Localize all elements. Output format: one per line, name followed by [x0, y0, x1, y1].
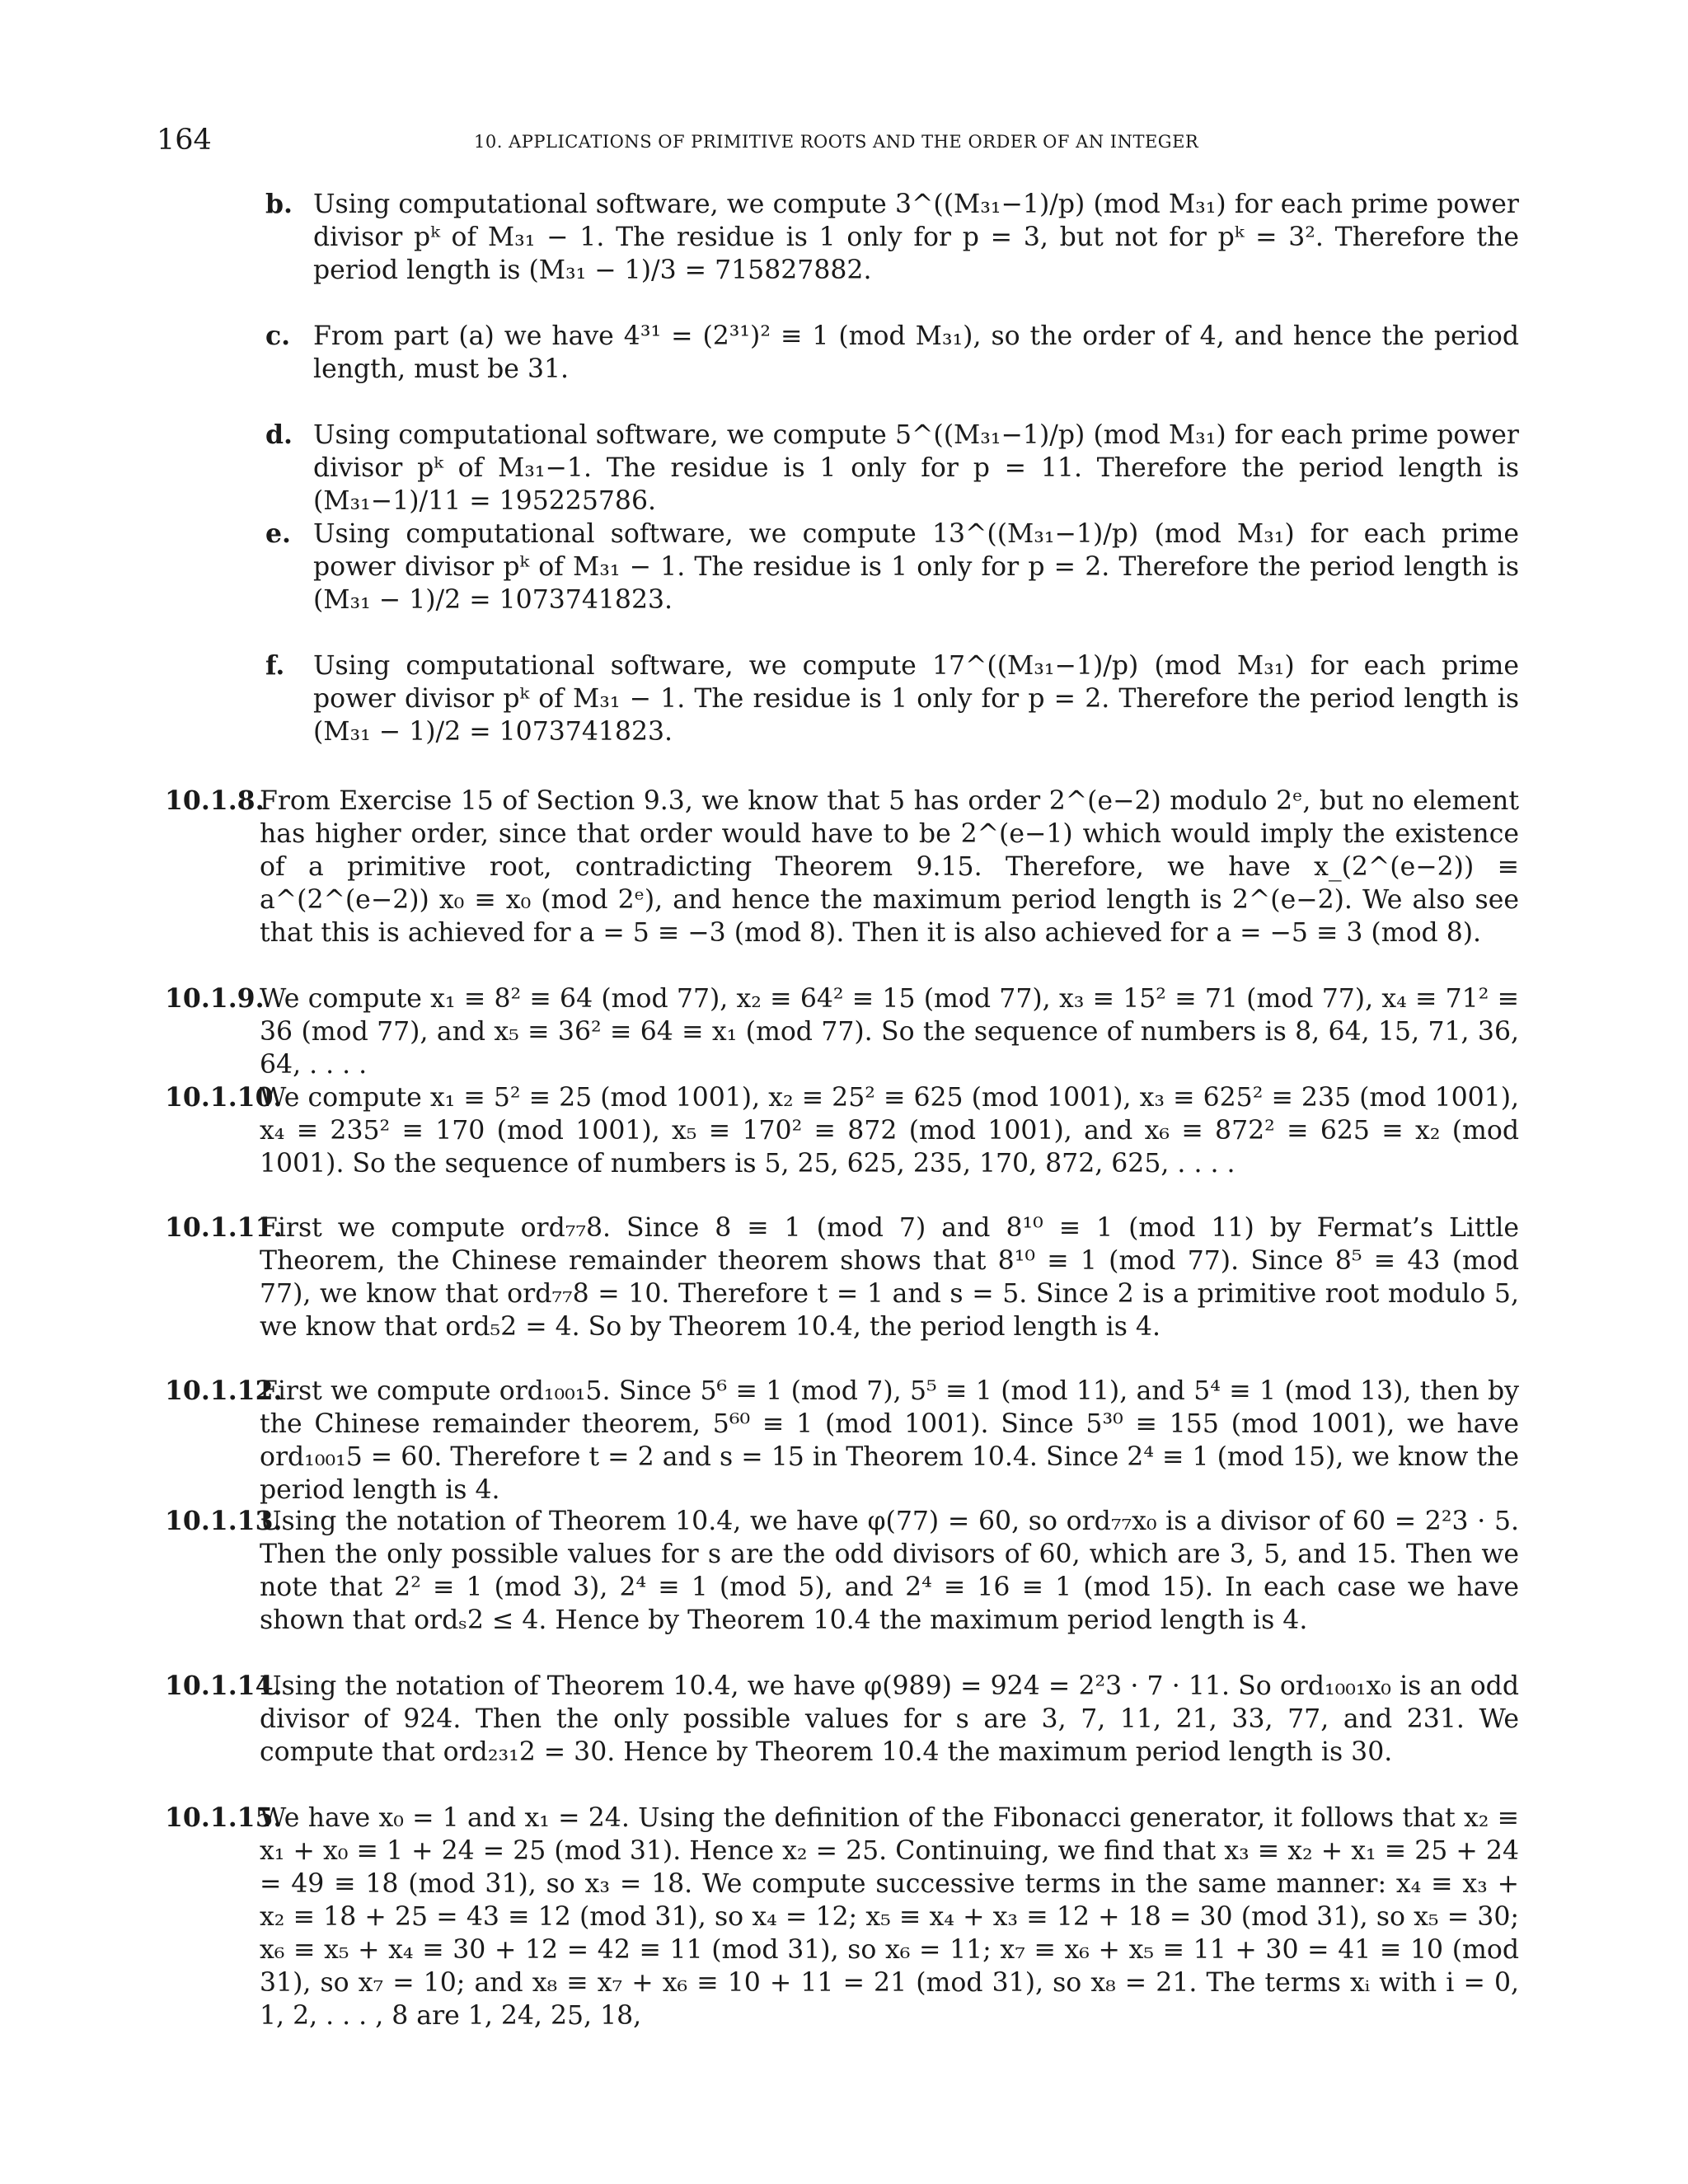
exercise-label: 10.1.10.: [165, 1082, 283, 1113]
exercise-text: We compute x₁ ≡ 5² ≡ 25 (mod 1001), x₂ ≡ 25² ≡ 625 (mod 1001), x₃ ≡ 625² ≡ 235 (mod 1001), x₄ ≡ 235² ≡ 170 (mod 1001), x₅ ≡ 170² ≡ 872 (mod 1001), and x₆ ≡ 872² ≡ 625 ≡ x₂ (mod 1001). So the sequence of numbers is 5, 25, 625, 235, 170, 872, 625, . . . .: [260, 1083, 1519, 1179]
exercise-10-1-14: [165, 1670, 1519, 1769]
exercise-label: 10.1.14.: [165, 1671, 283, 1701]
part-c: [165, 320, 1519, 386]
exercise-label: 10.1.13.: [165, 1506, 283, 1536]
exercise-10-1-12: [165, 1375, 1519, 1507]
exercise-10-1-13: [165, 1505, 1519, 1637]
part-label: d.: [265, 419, 293, 450]
part-text: Using computational software, we compute 3^((M₃₁−1)/p) (mod M₃₁) for each prime power divisor pᵏ of M₃₁ − 1. The residue is 1 only for p = 3, but not for pᵏ = 3². Therefore the period length is (M₃₁ − 1)/3 = 715827882.: [313, 190, 1519, 285]
exercise-text: We compute x₁ ≡ 8² ≡ 64 (mod 77), x₂ ≡ 64² ≡ 15 (mod 77), x₃ ≡ 15² ≡ 71 (mod 77), x₄ ≡ 71² ≡ 36 (mod 77), and x₅ ≡ 36² ≡ 64 ≡ x₁ (mod 77). So the sequence of numbers is 8, 64, 15, 71, 36, 64, . . . .: [260, 984, 1519, 1080]
part-label: f.: [265, 650, 285, 681]
part-b: [165, 188, 1519, 287]
part-f: [165, 649, 1519, 748]
part-text: Using computational software, we compute 17^((M₃₁−1)/p) (mod M₃₁) for each prime power divisor pᵏ of M₃₁ − 1. The residue is 1 only for p = 2. Therefore the period length is (M₃₁ − 1)/2 = 1073741823.: [313, 651, 1519, 747]
page-number: 164: [157, 124, 212, 157]
exercise-10-1-10: [165, 1081, 1519, 1180]
exercise-label: 10.1.9.: [165, 983, 265, 1014]
exercise-10-1-9: [165, 982, 1519, 1081]
exercise-text: Using the notation of Theorem 10.4, we have φ(989) = 924 = 2²3 · 7 · 11. So ord₁₀₀₁x₀ is an odd divisor of 924. Then the only possible values for s are 3, 7, 11, 21, 33, 77, and 231. We compute that ord₂₃₁2 = 30. Hence by Theorem 10.4 the maximum period length is 30.: [260, 1671, 1519, 1767]
exercise-label: 10.1.15.: [165, 1802, 283, 1833]
part-label: c.: [265, 321, 291, 351]
exercise-10-1-8: [165, 785, 1519, 949]
part-label: b.: [265, 189, 293, 219]
exercise-label: 10.1.8.: [165, 785, 265, 816]
exercise-label: 10.1.12.: [165, 1376, 283, 1406]
exercise-text: Using the notation of Theorem 10.4, we have φ(77) = 60, so ord₇₇x₀ is a divisor of 60 = 2²3 · 5. Then the only possible values for s are the odd divisors of 60, which are 3, 5, and 15. Then we note that 2² ≡ 1 (mod 3), 2⁴ ≡ 1 (mod 5), and 2⁴ ≡ 16 ≡ 1 (mod 15). In each case we have shown that ordₛ2 ≤ 4. Hence by Theorem 10.4 the maximum period length is 4.: [260, 1507, 1519, 1635]
part-text: Using computational software, we compute 13^((M₃₁−1)/p) (mod M₃₁) for each prime power divisor pᵏ of M₃₁ − 1. The residue is 1 only for p = 2. Therefore the period length is (M₃₁ − 1)/2 = 1073741823.: [313, 519, 1519, 615]
part-text: From part (a) we have 4³¹ = (2³¹)² ≡ 1 (mod M₃₁), so the order of 4, and hence the period length, must be 31.: [313, 321, 1519, 384]
exercise-label: 10.1.11.: [165, 1212, 283, 1243]
part-d: [165, 419, 1519, 518]
exercise-text: First we compute ord₁₀₀₁5. Since 5⁶ ≡ 1 (mod 7), 5⁵ ≡ 1 (mod 11), and 5⁴ ≡ 1 (mod 13), then by the Chinese remainder theorem, 5⁶⁰ ≡ 1 (mod 1001). Since 5³⁰ ≡ 155 (mod 1001), we have ord₁₀₀₁5 = 60. Therefore t = 2 and s = 15 in Theorem 10.4. Since 2⁴ ≡ 1 (mod 15), we know the period length is 4.: [260, 1376, 1519, 1505]
exercise-10-1-11: [165, 1212, 1519, 1343]
running-header: 10. APPLICATIONS OF PRIMITIVE ROOTS AND THE ORDER OF AN INTEGER: [474, 132, 1199, 152]
exercise-text: First we compute ord₇₇8. Since 8 ≡ 1 (mod 7) and 8¹⁰ ≡ 1 (mod 11) by Fermat’s Little Theorem, the Chinese remainder theorem shows that 8¹⁰ ≡ 1 (mod 77). Since 8⁵ ≡ 43 (mod 77), we know that ord₇₇8 = 10. Therefore t = 1 and s = 5. Since 2 is a primitive root modulo 5, we know that ord₅2 = 4. So by Theorem 10.4, the period length is 4.: [260, 1213, 1519, 1342]
part-e: [165, 518, 1519, 616]
exercise-10-1-15: [165, 1802, 1519, 2032]
part-label: e.: [265, 518, 292, 549]
exercise-text: We have x₀ = 1 and x₁ = 24. Using the definition of the Fibonacci generator, it follows that x₂ ≡ x₁ + x₀ ≡ 1 + 24 = 25 (mod 31). Hence x₂ = 25. Continuing, we find that x₃ ≡ x₂ + x₁ ≡ 25 + 24 = 49 ≡ 18 (mod 31), so x₃ = 18. We compute successive terms in the same manner: x₄ ≡ x₃ + x₂ ≡ 18 + 25 = 43 ≡ 12 (mod 31), so x₄ = 12; x₅ ≡ x₄ + x₃ ≡ 12 + 18 = 30 (mod 31), so x₅ = 30; x₆ ≡ x₅ + x₄ ≡ 30 + 12 = 42 ≡ 11 (mod 31), so x₆ = 11; x₇ ≡ x₆ + x₅ ≡ 11 + 30 = 41 ≡ 10 (mod 31), so x₇ = 10; and x₈ ≡ x₇ + x₆ ≡ 10 + 11 = 21 (mod 31), so x₈ = 21. The terms xᵢ with i = 0, 1, 2, . . . , 8 are 1, 24, 25, 18,: [260, 1803, 1519, 2031]
exercise-text: From Exercise 15 of Section 9.3, we know that 5 has order 2^(e−2) modulo 2ᵉ, but no element has higher order, since that order would have to be 2^(e−1) which would imply the existence of a primitive root, contradicting Theorem 9.15. Therefore, we have x_(2^(e−2)) ≡ a^(2^(e−2)) x₀ ≡ x₀ (mod 2ᵉ), and hence the maximum period length is 2^(e−2). We also see that this is achieved for a = 5 ≡ −3 (mod 8). Then it is also achieved for a = −5 ≡ 3 (mod 8).: [260, 786, 1519, 948]
part-text: Using computational software, we compute 5^((M₃₁−1)/p) (mod M₃₁) for each prime power divisor pᵏ of M₃₁−1. The residue is 1 only for p = 11. Therefore the period length is (M₃₁−1)/11 = 195225786.: [313, 420, 1519, 516]
